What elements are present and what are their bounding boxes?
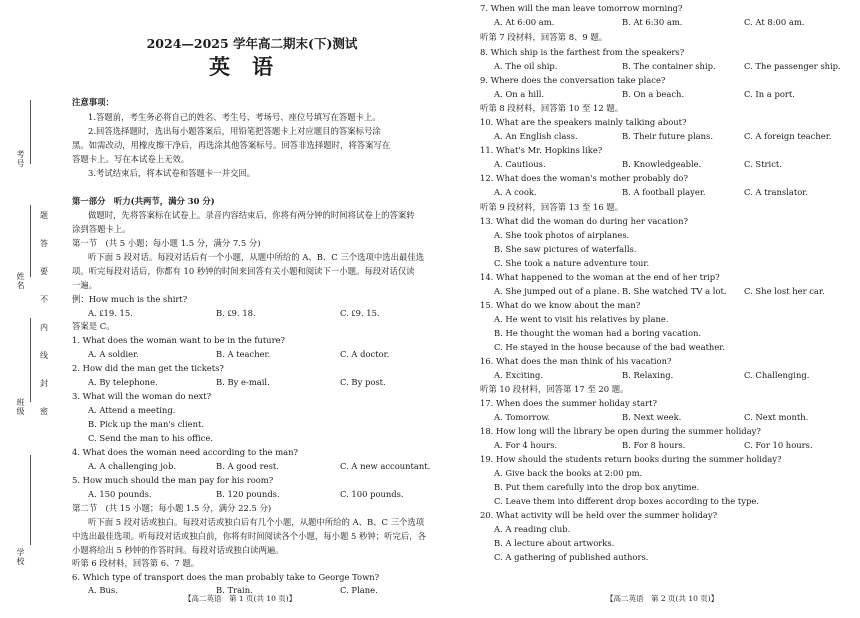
question: 6. Which type of transport does the man probably take to George Town? [72,572,380,582]
option: A. He went to visit his relatives by plane. [494,314,669,324]
section2-instructions: 听下面 5 段对话或独白。每段对话或独白后有几个小题，从题中所给的 A、B、C 三个选项 [88,517,425,527]
material-note: 听第 7 段材料，回答第 8、9 题。 [480,32,608,42]
question: 1. What does the woman want to be in the future? [72,335,286,345]
section1-instructions: 听下面 5 段对话。每段对话后有一个小题，从题中所给的 A、B、C 三个选项中选出最佳选 [88,252,425,262]
option: C. He stayed in the house because of the bad weather. [494,342,726,352]
option: C. Challenging. [744,370,810,380]
option: B. Train. [216,585,253,595]
name-label: 姓名 [16,272,25,290]
page-footer: 【高二英语 第 1 页(共 10 页)】 [184,594,297,603]
question: 5. How much should the man pay for his room? [72,475,274,485]
question: 4. What does the woman need according to the man? [72,447,299,457]
part1-heading: 第一部分 听力(共两节，满分 30 分) [72,196,215,206]
option: C. A translator. [744,187,809,197]
option: A. 150 pounds. [88,489,152,499]
notice-title: 注意事项： [72,97,114,107]
material-note: 听第 6 段材料，回答第 6、7 题。 [72,558,200,568]
page-footer: 【高二英语 第 2 页(共 10 页)】 [606,594,719,603]
option: B. A football player. [622,187,706,197]
option: C. Next month. [744,412,809,422]
option: B. By e-mail. [216,377,270,387]
option: C. The passenger ship. [744,61,841,71]
question: 20. What activity will be held over the summer holiday? [480,510,718,520]
option: C. At 8:00 am. [744,17,805,27]
option: A. The oil ship. [494,61,558,71]
seal-char: 封 [40,379,48,388]
example-option: A. ₤19. 15. [88,308,133,318]
option: B. Pick up the man's client. [88,419,205,429]
option: B. She saw pictures of waterfalls. [494,244,637,254]
option: C. By post. [340,377,386,387]
option: A. She took photos of airplanes. [494,230,630,240]
option: A. For 4 hours. [494,440,558,450]
option: A. Exciting. [494,370,544,380]
option: C. 100 pounds. [340,489,404,499]
option: C. Leave them into different drop boxes according to the type. [494,496,759,506]
option: C. A foreign teacher. [744,131,832,141]
question: 16. What does the man think of his vacation? [480,356,672,366]
seal-char: 答 [40,239,48,248]
option: B. A good rest. [216,461,279,471]
option: A. An English class. [494,131,578,141]
question: 8. Which ship is the farthest from the speakers? [480,47,685,57]
material-note: 听第 10 段材料，回答第 17 至 20 题。 [480,384,629,394]
option: B. Next week. [622,412,682,422]
option: A. She jumped out of a plane. [494,286,620,296]
question: 15. What do we know about the man? [480,300,641,310]
option: A. A cook. [494,187,537,197]
option: A. Bus. [88,585,118,595]
option: C. A doctor. [340,349,390,359]
part1-intro: 做题时，先将答案标在试卷上。录音内容结束后，你将有两分钟的时间将试卷上的答案转 [88,210,415,220]
example-answer: 答案是 C。 [72,321,115,331]
option: B. He thought the woman had a boring vacation. [494,328,702,338]
exam-title: 2024—2025 学年高二期末(下)测试 [146,36,358,51]
material-note: 听第 8 段材料，回答第 10 至 12 题。 [480,103,624,113]
option: B. She watched TV a lot. [622,286,727,296]
option: B. Knowledgeable. [622,159,702,169]
section1-heading: 第一节 (共 5 小题；每小题 1.5 分，满分 7.5 分) [72,238,261,248]
exam-number-line [30,100,31,164]
question: 18. How long will the library be open during the summer holiday? [480,426,761,436]
option: C. She took a nature adventure tour. [494,258,650,268]
option: C. A new accountant. [340,461,431,471]
part1-intro: 涂到答题卡上。 [72,224,131,234]
option: A. Attend a meeting. [88,405,176,415]
option: B. 120 pounds. [216,489,280,499]
question: 3. What will the woman do next? [72,391,212,401]
option: B. For 8 hours. [622,440,686,450]
question: 13. What did the woman do during her vacation? [480,216,688,226]
question: 12. What does the woman's mother probably do? [480,173,688,183]
section1-instructions: 项。听完每段对话后，你都有 10 秒钟的时间来回答有关小题和阅读下一小题。每段对话仅读 [72,266,415,276]
option: B. At 6:30 am. [622,17,683,27]
seal-char: 内 [40,323,48,332]
option: B. Put them carefully into the drop box anytime. [494,482,700,492]
class-label: 班级 [16,398,25,416]
example-question: 例：How much is the shirt? [72,294,188,304]
option: A. Give back the books at 2:00 pm. [494,468,643,478]
question: 11. What's Mr. Hopkins like? [480,145,603,155]
school-line [30,455,31,545]
question: 7. When will the man leave tomorrow morning? [480,3,683,13]
option: A. Tomorrow. [494,412,551,422]
question: 19. How should the students return books during the summer holiday? [480,454,782,464]
option: C. Strict. [744,159,782,169]
option: B. Relaxing. [622,370,674,380]
option: B. On a beach. [622,89,685,99]
option: A. At 6:00 am. [494,17,555,27]
section2-instructions: 中选出最佳选项。听每段对话或独白前，你将有时间阅读各个小题，每小题 5 秒钟；听完后，各 [72,531,427,541]
example-option: C. ₤9. 15. [340,308,380,318]
question: 14. What happened to the woman at the end of her trip? [480,272,720,282]
option: A. A reading club. [494,524,571,534]
option: A. On a hill. [494,89,545,99]
option: B. Their future plans. [622,131,714,141]
option: C. In a port. [744,89,795,99]
subject-title: 英语 [209,54,295,79]
option: B. The container ship. [622,61,716,71]
section1-instructions: 一遍。 [72,280,98,290]
material-note: 听第 9 段材料，回答第 13 至 16 题。 [480,202,624,212]
seal-char: 密 [40,407,48,416]
binding-margin [0,0,62,618]
question: 2. How did the man get the tickets? [72,363,224,373]
class-line [30,318,31,402]
question: 9. Where does the conversation take place? [480,75,666,85]
example-option: B. ₤9. 18. [216,308,256,318]
question: 17. When does the summer holiday start? [480,398,657,408]
option: A. A soldier. [88,349,139,359]
seal-char: 要 [40,267,48,276]
option: C. Send the man to his office. [88,433,213,443]
notice-item: 黑。如需改动，用橡皮擦干净后，再选涂其他答案标号。回答非选择题时，将答案写在 [72,140,391,150]
option: A. A challenging job. [88,461,176,471]
option: C. A gathering of published authors. [494,552,649,562]
option: A. Cautious. [494,159,546,169]
notice-item: 1.答题前，考生务必将自己的姓名、考生号、考场号、座位号填写在答题卡上。 [88,112,381,122]
section2-instructions: 小题将给出 5 秒钟的作答时间。每段对话或独白读两遍。 [72,545,284,555]
option: B. A teacher. [216,349,271,359]
option: C. Plane. [340,585,378,595]
section2-heading: 第二节 (共 15 小题；每小题 1.5 分，满分 22.5 分) [72,503,272,513]
notice-item: 3.考试结束后，将本试卷和答题卡一并交回。 [88,168,256,178]
seal-char: 题 [40,211,48,220]
notice-item: 2.回答选择题时，选出每小题答案后，用铅笔把答题卡上对应题目的答案标号涂 [88,126,381,136]
option: C. She lost her car. [744,286,825,296]
name-line [30,205,31,277]
seal-char: 不 [40,295,48,304]
option: A. By telephone. [88,377,158,387]
seal-char: 线 [40,351,48,360]
option: C. For 10 hours. [744,440,813,450]
option: B. A lecture about artworks. [494,538,615,548]
notice-item: 答题卡上。写在本试卷上无效。 [72,154,190,164]
question: 10. What are the speakers mainly talking about? [480,117,687,127]
exam-number-label: 考号 [16,150,25,168]
school-label: 学校 [16,548,25,566]
